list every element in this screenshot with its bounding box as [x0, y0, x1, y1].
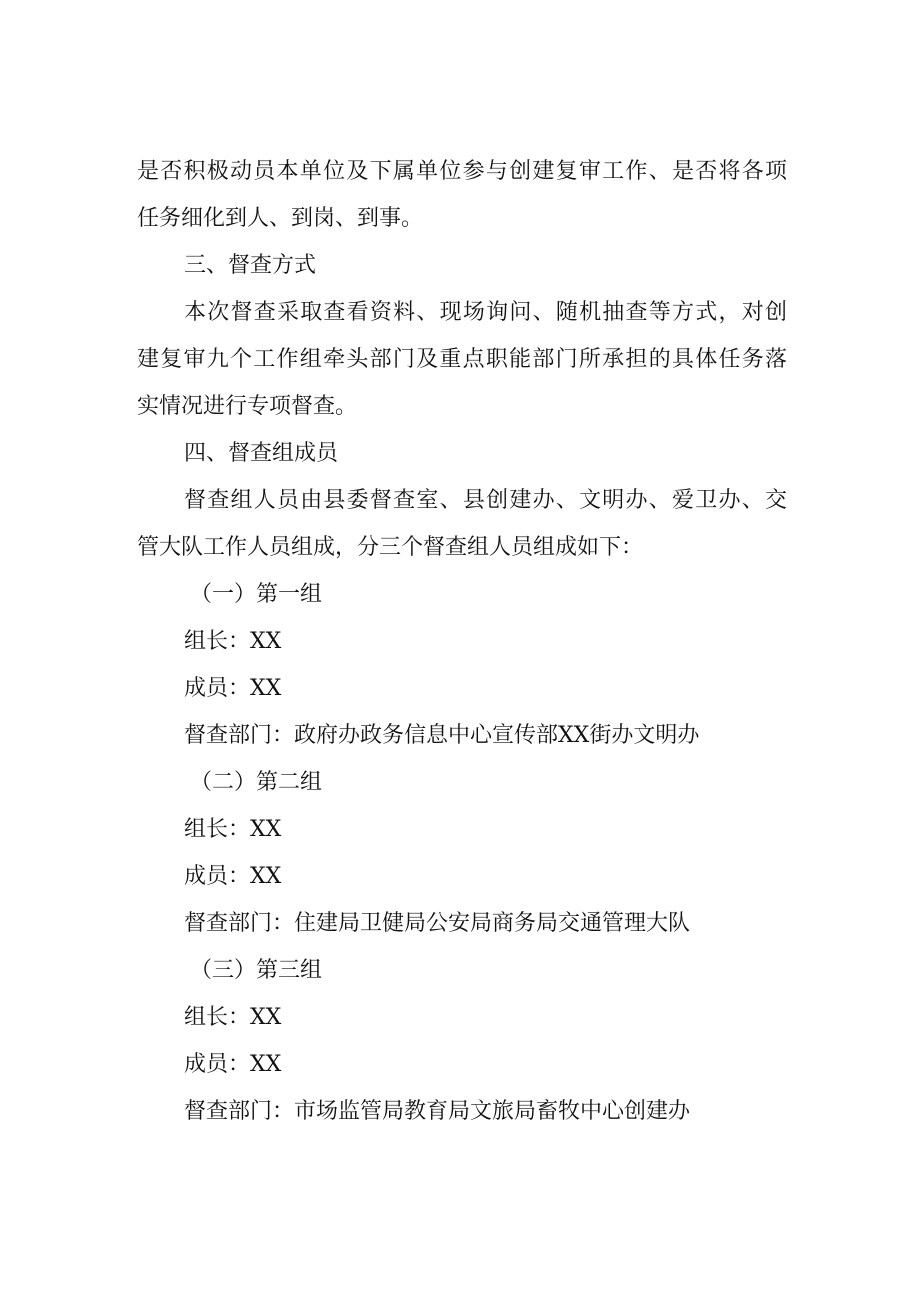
group-members: 成员：XX: [184, 676, 282, 701]
group-heading: （一）第一组: [190, 582, 323, 607]
group-departments: 督查部门：市场监管局教育局文旅局畜牧中心创建办: [184, 1099, 691, 1124]
group-leader: 组长：XX: [184, 629, 282, 654]
paragraph-line: 实情况进行专项督查。: [137, 394, 358, 419]
group-departments: 督查部门：政府办政务信息中心宣传部XX街办文明办: [184, 723, 700, 748]
group-members: 成员：XX: [184, 1052, 282, 1077]
section-heading: 三、督查方式: [184, 253, 317, 278]
paragraph-line: 任务细化到人、到岗、到事。: [137, 206, 424, 231]
group-leader: 组长：XX: [184, 1005, 282, 1030]
paragraph-line: 建复审九个工作组牵头部门及重点职能部门所承担的具体任务落: [137, 347, 787, 372]
paragraph-line: 本次督查采取查看资料、现场询问、随机抽查等方式，对创: [184, 300, 787, 325]
paragraph-line: 是否积极动员本单位及下属单位参与创建复审工作、是否将各项: [137, 159, 787, 184]
paragraph-line: 管大队工作人员组成，分三个督查组人员组成如下：: [137, 535, 644, 560]
section-heading: 四、督查组成员: [184, 441, 339, 466]
group-departments: 督查部门：住建局卫健局公安局商务局交通管理大队: [184, 911, 691, 936]
group-heading: （三）第三组: [190, 958, 323, 983]
paragraph-line: 督查组人员由县委督查室、县创建办、文明办、爱卫办、交: [184, 488, 787, 513]
group-members: 成员：XX: [184, 864, 282, 889]
group-leader: 组长：XX: [184, 817, 282, 842]
group-heading: （二）第二组: [190, 770, 323, 795]
